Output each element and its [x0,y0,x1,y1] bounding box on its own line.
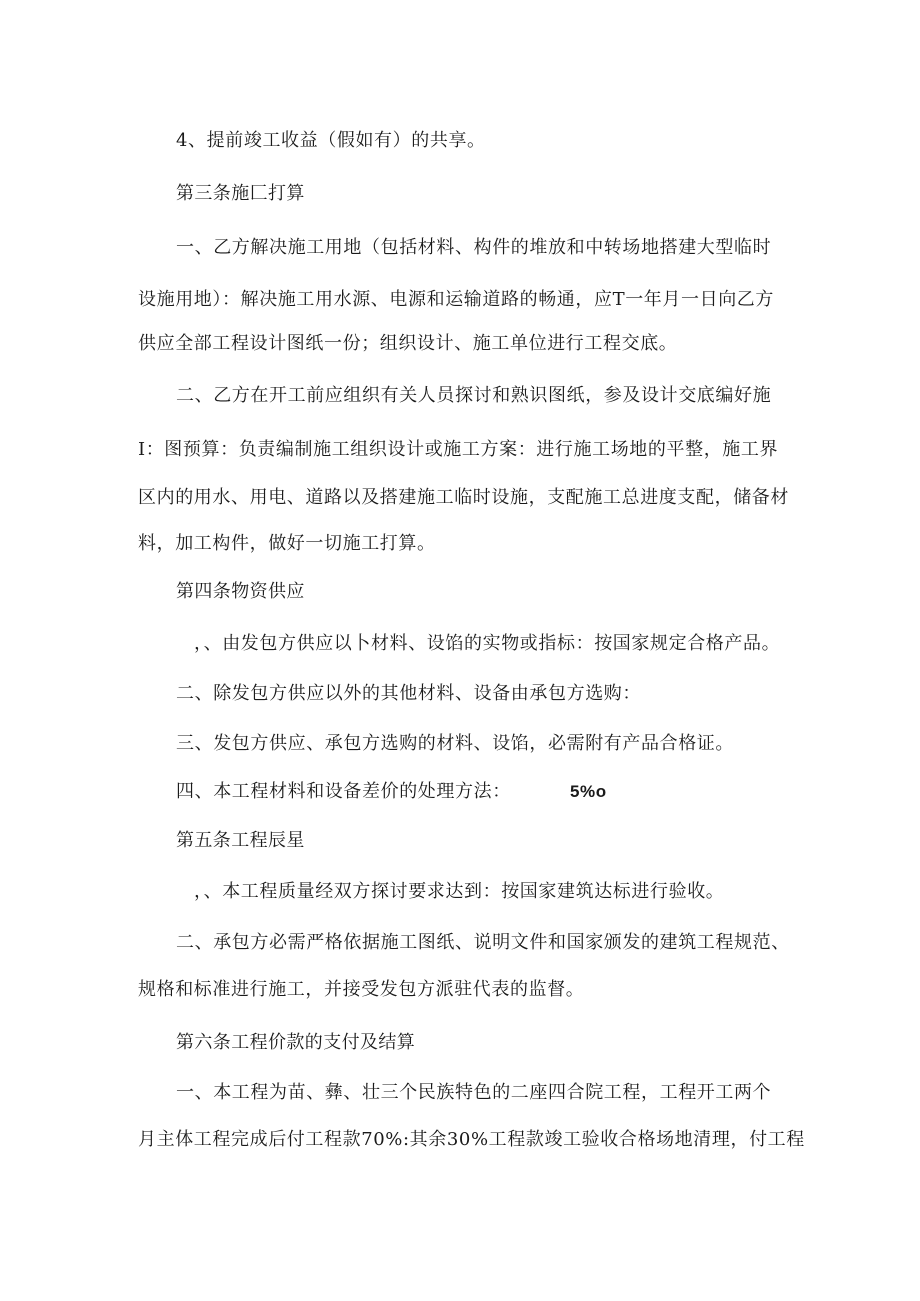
text-line: 4、提前竣工收益（假如有）的共享。 [176,130,486,151]
text-line: 一、本工程为苗、彝、壮三个民族特色的二座四合院工程，工程开工两个 [176,1082,772,1103]
section-heading: 第三条施匚打算 [176,183,305,204]
section-heading: 第六条工程价款的支付及结算 [176,1032,416,1053]
text-line: 区内的用水、用电、道路以及搭建施工临时设施，支配施工总进度支配，储备材 [138,487,789,508]
text-line: 设施用地）：解决施工用水源、电源和运输道路的畅通，应T一年月一日向乙方 [138,289,775,310]
text-line: 月主体工程完成后付工程款70%:其余30%工程款竣工验收合格场地清理，付工程 [138,1129,805,1150]
text-line: 料，加工构件，做好一切施工打算。 [138,533,436,554]
text-line: 规格和标准进行施工，并接受发包方派驻代表的监督。 [138,979,585,1000]
text-line: 供应全部工程设计图纸一份；组织设计、施工单位进行工程交底。 [138,333,678,354]
text-line: 二、承包方必需严格依据施工图纸、说明文件和国家颁发的建筑工程规范、 [176,932,790,953]
section-heading: 第四条物资供应 [176,581,305,602]
text-line: 三、发包方供应、承包方选购的材料、设馅，必需附有产品合格证。 [176,733,734,754]
text-line: I：图预算：负责编制施工组织设计或施工方案：进行施工场地的平整，施工界 [138,439,779,460]
section-heading: 第五条工程辰星 [176,830,305,851]
text-line: 二、乙方在开工前应组织有关人员探讨和熟识图纸，参及设计交底编好施 [176,385,772,406]
text-line: 二、除发包方供应以外的其他材料、设备由承包方选购： [176,683,641,704]
text-line: ，、由发包方供应以卜材料、设馅的实物或指标：按国家规定合格产品。 [194,633,781,654]
price-diff-rate-value: 5%o [570,782,607,801]
text-line: ，、本工程质量经双方探讨要求达到：按国家建筑达标进行验收。 [194,881,725,902]
text-line: 一、乙方解决施工用地（包括材料、构件的堆放和中转场地搭建大型临时 [176,237,772,258]
text-line: 四、本工程材料和设备差价的处理方法： [176,781,511,802]
